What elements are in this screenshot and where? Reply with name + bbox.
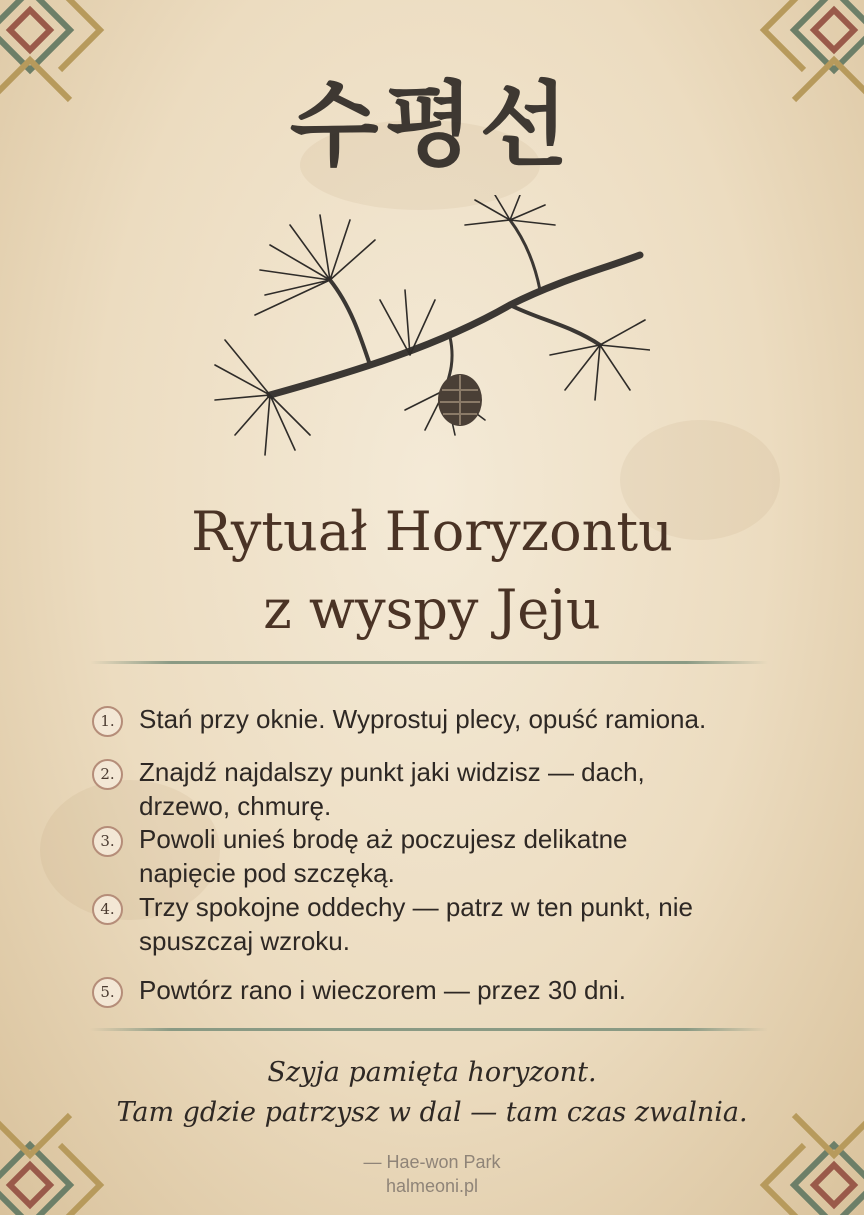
quote-line2: Tam gdzie patrzysz w dal — tam czas zwalnia. (116, 1097, 748, 1128)
pine-cone-icon (438, 374, 482, 426)
step-number: 1. (92, 706, 123, 737)
pine-branch-icon (210, 195, 650, 475)
step-number: 5. (92, 977, 123, 1008)
step-number: 2. (92, 759, 123, 790)
quote-line1: Szyja pamięta horyzont. (267, 1057, 597, 1088)
author-attribution: — Hae-won Park (363, 1152, 501, 1172)
step-text: Powtórz rano i wieczorem — przez 30 dni. (139, 975, 626, 1005)
step-number: 3. (92, 826, 123, 857)
step-number: 4. (92, 894, 123, 925)
korean-title: 수평선 (289, 72, 575, 179)
step-text: Znajdź najdalszy punkt jaki widzisz — dach, drzewo, chmurę. (139, 757, 645, 821)
website-label: halmeoni.pl (385, 1176, 479, 1196)
step-text: Powoli unieś brodę aż poczujesz delikatne napięcie pod szczęką. (139, 824, 628, 888)
page-title-line1: Rytuał Horyzontu (191, 500, 673, 563)
step-text: Trzy spokojne oddechy — patrz w ten punkt, nie spuszczaj wzroku. (139, 892, 693, 956)
divider (90, 661, 768, 664)
page-title-line2: z wyspy Jeju (263, 578, 601, 641)
step-text: Stań przy oknie. Wyprostuj plecy, opuść ramiona. (139, 704, 707, 734)
divider (90, 1028, 768, 1031)
